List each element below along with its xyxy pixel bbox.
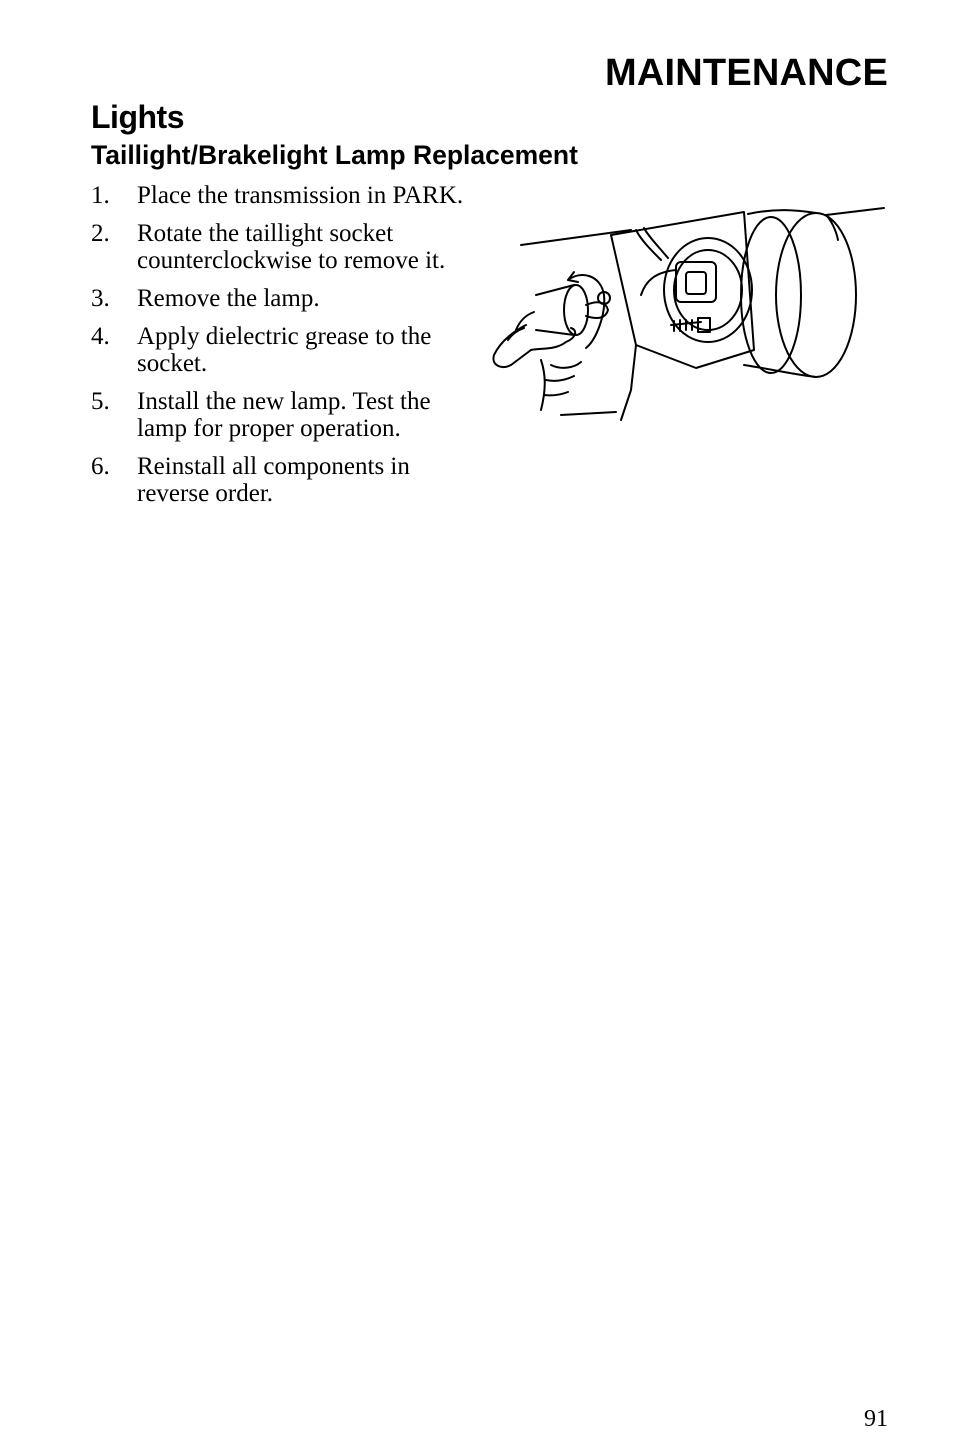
taillight-socket-illustration	[486, 200, 886, 425]
step-item	[91, 220, 471, 274]
step-number: 3.	[91, 285, 110, 312]
step-item	[91, 453, 471, 507]
step-number: 5.	[91, 388, 110, 415]
step-text: Install the new lamp. Test the lamp for proper operation.	[137, 388, 431, 442]
page-header-title: MAINTENANCE	[605, 52, 888, 94]
step-text: Rotate the taillight socket counterclockwise to remove it.	[137, 220, 446, 274]
step-item	[91, 388, 471, 442]
step-text: Reinstall all components in reverse order.	[137, 453, 410, 507]
step-number: 2.	[91, 220, 110, 247]
step-item	[91, 323, 471, 377]
page-number: 91	[864, 1406, 888, 1432]
step-number: 4.	[91, 323, 110, 350]
step-number: 1.	[91, 182, 110, 209]
step-item	[91, 182, 471, 209]
section-title: Lights	[91, 99, 184, 135]
step-text: Remove the lamp.	[137, 285, 320, 312]
step-text: Place the transmission in PARK.	[137, 182, 464, 209]
step-number: 6.	[91, 453, 110, 480]
step-text: Apply dielectric grease to the socket.	[137, 323, 432, 377]
subsection-title: Taillight/Brakelight Lamp Replacement	[91, 140, 578, 170]
instruction-steps	[91, 182, 471, 518]
step-item	[91, 285, 471, 312]
